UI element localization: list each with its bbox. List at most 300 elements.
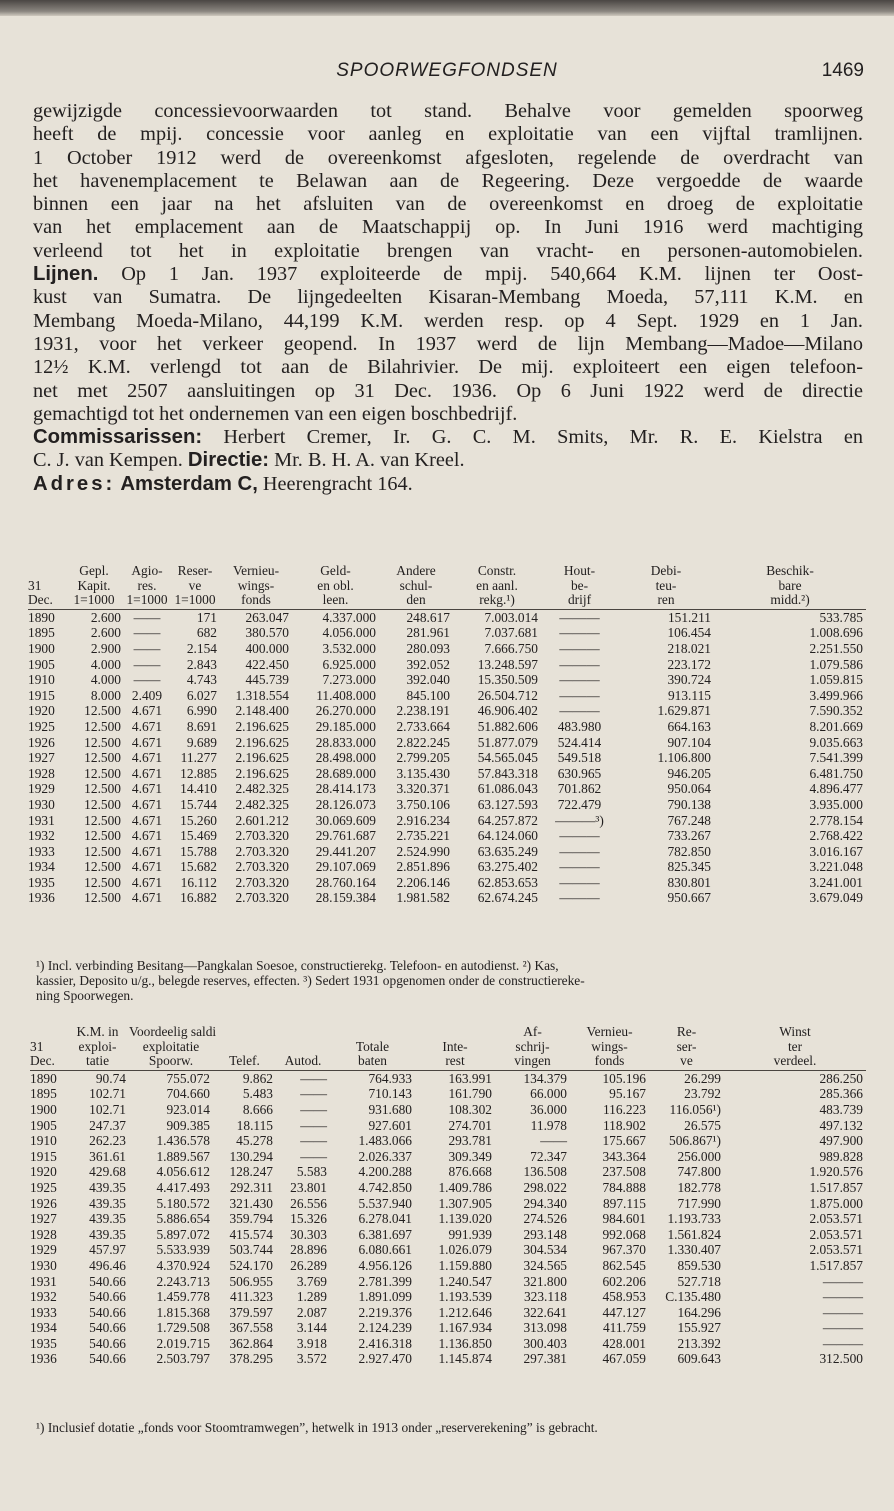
- table-cell: 2.482.325: [235, 781, 289, 797]
- table-cell: 3.572: [296, 1351, 327, 1367]
- table-cell: 429.68: [89, 1164, 126, 1180]
- year-cell: 1932: [30, 1289, 57, 1305]
- table-cell: 3.750.106: [396, 796, 450, 812]
- table-cell: 4.671: [131, 718, 163, 734]
- footnote-line: ning Spoorwegen.: [36, 988, 134, 1004]
- table-row: [30, 1196, 866, 1212]
- table-cell: 309.349: [448, 1148, 492, 1164]
- year-cell: 1926: [30, 1195, 57, 1211]
- column-header: wings-: [591, 1038, 628, 1054]
- table-cell: 1.167.934: [438, 1320, 492, 1336]
- table-cell: 722.479: [557, 796, 602, 812]
- table-cell: 767.248: [667, 812, 711, 828]
- table-cell: 11.978: [530, 1117, 567, 1133]
- table-cell: 29.185.000: [315, 718, 376, 734]
- table-cell: 2.703.320: [235, 874, 289, 890]
- table-cell: 923.014: [166, 1101, 210, 1117]
- table-cell: 2.148.400: [235, 703, 289, 719]
- column-header: 1=1000: [170, 593, 220, 609]
- table-cell: 45.278: [236, 1133, 273, 1149]
- table-row: [28, 657, 866, 673]
- table-cell: 26.575: [684, 1117, 721, 1133]
- column-header: [276, 1040, 330, 1055]
- column-header: [30, 1025, 66, 1040]
- table-cell: 29.761.687: [315, 828, 376, 844]
- table-cell: 12.500: [84, 765, 121, 781]
- table-cell: 1.145.874: [438, 1351, 492, 1367]
- header-row: [28, 564, 866, 579]
- column-header: Reser-: [177, 563, 213, 578]
- lijnen-label: Lijnen.: [33, 263, 99, 286]
- commissarissen-names: Herbert Cremer, Ir. G. C. M. Smits, Mr. R. E. Kielstra en: [202, 426, 863, 449]
- column-header: wings-: [237, 577, 275, 593]
- table-cell: 457.97: [89, 1242, 126, 1258]
- table-cell: 4.056.000: [322, 625, 376, 641]
- table-cell: 1.517.857: [809, 1257, 863, 1273]
- table-row: [30, 1351, 866, 1367]
- table-row: [30, 1258, 866, 1274]
- column-header: fonds: [570, 1054, 649, 1070]
- table-cell: 1.330.407: [667, 1242, 721, 1258]
- table-cell: 5.483: [242, 1086, 273, 1102]
- column-header: Telef.: [213, 1054, 276, 1070]
- column-header: rest: [415, 1054, 495, 1070]
- column-header: Vernieu-: [232, 563, 280, 578]
- table-cell: 4.671: [131, 734, 163, 750]
- table-cell: 4.671: [131, 765, 163, 781]
- table-cell: 18.115: [236, 1117, 273, 1133]
- table-cell: 155.927: [677, 1320, 721, 1336]
- table-cell: ———: [559, 890, 600, 906]
- table-row: [30, 1133, 866, 1149]
- table-cell: 5.886.654: [156, 1211, 210, 1227]
- table-cell: 764.933: [368, 1070, 412, 1086]
- table-cell: 4.671: [131, 703, 163, 719]
- table-cell: 61.086.043: [477, 781, 538, 797]
- table-cell: 439.35: [89, 1211, 126, 1227]
- table-cell: 102.71: [89, 1086, 126, 1102]
- table-cell: 46.906.402: [477, 703, 538, 719]
- table-cell: 294.340: [523, 1195, 567, 1211]
- table-cell: 733.267: [667, 828, 711, 844]
- table-cell: 1.318.554: [235, 687, 289, 703]
- table-cell: 263.047: [245, 609, 289, 625]
- page-number: 1469: [821, 60, 864, 81]
- table-cell: 1.079.586: [809, 656, 863, 672]
- table-row: [28, 625, 866, 641]
- table-cell: 439.35: [89, 1226, 126, 1242]
- column-header: 1=1000: [64, 593, 124, 609]
- table-row: [28, 844, 866, 860]
- year-cell: 1915: [30, 1148, 57, 1164]
- table-cell: 1.517.857: [809, 1179, 863, 1195]
- table-cell: 415.574: [229, 1226, 273, 1242]
- table-cell: 2.601.212: [235, 812, 289, 828]
- table-cell: 2.781.399: [358, 1273, 412, 1289]
- commissarissen-names-cont: C. J. van Kempen.: [33, 449, 188, 472]
- table-cell: 5.537.940: [358, 1195, 412, 1211]
- table-cell: 1.436.578: [156, 1133, 210, 1149]
- table-cell: 378.295: [229, 1351, 273, 1367]
- table-cell: 28.896: [290, 1242, 327, 1258]
- column-header: 31: [30, 1038, 44, 1054]
- table-cell: 992.068: [602, 1226, 646, 1242]
- table-cell: 2.799.205: [396, 750, 450, 766]
- table-cell: 3.221.048: [809, 859, 863, 875]
- column-header: vingen: [495, 1054, 570, 1070]
- table-cell: 4.671: [131, 890, 163, 906]
- table-cell: 533.785: [819, 609, 863, 625]
- table-cell: 447.127: [602, 1304, 646, 1320]
- column-header: Autod.: [276, 1054, 330, 1070]
- table-cell: 845.100: [406, 687, 450, 703]
- column-header: [213, 1025, 276, 1040]
- table-cell: 6.080.661: [358, 1242, 412, 1258]
- table-cell: 5.533.939: [156, 1242, 210, 1258]
- footnote-line: kassier, Deposito u/g., belegde reserves, effecten. ³) Sedert 1931 opgenomen onder de constructiereke-: [36, 973, 585, 989]
- column-header: 31: [28, 577, 42, 593]
- commissarissen-label: Commissarissen:: [33, 426, 203, 449]
- table-cell: 3.320.371: [396, 781, 450, 797]
- table-cell: 540.66: [89, 1335, 126, 1351]
- table-cell: 14.410: [180, 781, 217, 797]
- body-text: [33, 100, 863, 496]
- year-cell: 1915: [28, 687, 55, 703]
- table-row: [28, 813, 866, 829]
- column-header: K.M. in: [76, 1024, 119, 1039]
- year-cell: 1928: [30, 1226, 57, 1242]
- table-cell: 392.040: [406, 672, 450, 688]
- table-cell: 1.289: [296, 1289, 327, 1305]
- table-cell: 105.196: [602, 1070, 646, 1086]
- table-cell: 28.498.000: [315, 750, 376, 766]
- table-cell: 503.744: [229, 1242, 273, 1258]
- table-cell: 15.788: [180, 843, 217, 859]
- table-row: [30, 1289, 866, 1305]
- column-header: exploitatie: [142, 1038, 200, 1054]
- table-cell: 967.370: [602, 1242, 646, 1258]
- table-cell: 5.897.072: [156, 1226, 210, 1242]
- table-cell: 128.247: [229, 1164, 273, 1180]
- body-line: verleend tot het in exploitatie brengen van vracht- en personen-automobielen.: [33, 239, 863, 262]
- column-header: [28, 564, 64, 579]
- table-cell: 1.008.696: [809, 625, 863, 641]
- table-cell: 497.900: [819, 1133, 863, 1149]
- table-cell: 2.900: [90, 640, 121, 656]
- header-row: [28, 593, 866, 609]
- column-header: exploi-: [78, 1038, 117, 1054]
- table-cell: 506.867¹): [669, 1133, 721, 1149]
- table-cell: 12.500: [84, 812, 121, 828]
- table-cell: ———: [822, 1320, 863, 1336]
- table-cell: 862.545: [602, 1257, 646, 1273]
- table-cell: 2.843: [186, 656, 217, 672]
- table-cell: 4.671: [131, 828, 163, 844]
- table-cell: 4.671: [131, 812, 163, 828]
- table-cell: 540.66: [89, 1289, 126, 1305]
- body-line: 1 October 1912 werd de overeenkomst afgesloten, regelende de overdracht van: [33, 146, 863, 169]
- table-cell: 12.500: [84, 781, 121, 797]
- table-cell: 428.001: [602, 1335, 646, 1351]
- column-header: Debi-: [650, 563, 682, 578]
- table-cell: 281.961: [406, 625, 450, 641]
- table-cell: 950.064: [667, 781, 711, 797]
- table-cell: 2.703.320: [235, 859, 289, 875]
- table-row: [30, 1227, 866, 1243]
- table-cell: 527.718: [677, 1273, 721, 1289]
- year-cell: 1931: [30, 1273, 57, 1289]
- table-cell: 12.500: [84, 703, 121, 719]
- page-header: [0, 60, 894, 90]
- table-cell: 256.000: [677, 1148, 721, 1164]
- table-cell: ——: [300, 1101, 327, 1117]
- table-cell: 23.792: [684, 1086, 721, 1102]
- table-cell: ———: [559, 672, 600, 688]
- table-cell: 4.956.126: [358, 1257, 412, 1273]
- table-cell: 8.201.669: [809, 718, 863, 734]
- table-cell: 171: [196, 609, 217, 625]
- table-cell: 361.61: [89, 1148, 126, 1164]
- table-cell: 1.136.850: [438, 1335, 492, 1351]
- table-cell: 2.735.221: [396, 828, 450, 844]
- column-header: Winst: [779, 1024, 811, 1039]
- table-cell: 390.724: [667, 672, 711, 688]
- table-cell: ——: [540, 1133, 567, 1149]
- table-cell: ———: [559, 609, 600, 625]
- column-header: Af-: [523, 1024, 542, 1039]
- table-cell: 717.990: [677, 1195, 721, 1211]
- table-cell: 218.021: [667, 640, 711, 656]
- year-cell: 1895: [28, 625, 55, 641]
- table-row: [30, 1149, 866, 1165]
- table-cell: 784.888: [602, 1179, 646, 1195]
- table-cell: 1.920.576: [809, 1164, 863, 1180]
- year-cell: 1929: [28, 781, 55, 797]
- table-cell: 524.170: [229, 1257, 273, 1273]
- table-cell: 984.601: [602, 1211, 646, 1227]
- table-cell: 4.671: [131, 796, 163, 812]
- table-cell: 701.862: [557, 781, 602, 797]
- table-cell: 26.289: [290, 1257, 327, 1273]
- table-cell: 2.822.245: [396, 734, 450, 750]
- table-cell: 367.558: [229, 1320, 273, 1336]
- column-header: Dec.: [28, 593, 64, 609]
- table-cell: 4.370.924: [156, 1257, 210, 1273]
- table-cell: ——: [133, 672, 161, 688]
- year-cell: 1890: [28, 609, 55, 625]
- table-cell: 3.144: [296, 1320, 327, 1336]
- table-cell: ———³): [555, 812, 604, 828]
- table-cell: 102.71: [89, 1101, 126, 1117]
- table-cell: 907.104: [667, 734, 711, 750]
- table-cell: 274.701: [448, 1117, 492, 1133]
- table-cell: 247.37: [89, 1117, 126, 1133]
- table-cell: 13.248.597: [477, 656, 538, 672]
- table-cell: 609.643: [677, 1351, 721, 1367]
- table-cell: 175.667: [602, 1133, 646, 1149]
- table-cell: 439.35: [89, 1195, 126, 1211]
- table-cell: 12.500: [84, 859, 121, 875]
- column-header: Agio-: [131, 563, 163, 578]
- table-cell: 15.744: [180, 796, 217, 812]
- balance-table: [28, 564, 866, 906]
- column-header: Gepl.: [79, 563, 109, 578]
- directie-line: [33, 449, 863, 472]
- table-cell: 63.635.249: [477, 843, 538, 859]
- column-header: en obl.: [317, 577, 354, 593]
- table-cell: 12.500: [84, 828, 121, 844]
- body-line: kust van Sumatra. De lijngedeelten Kisaran-Membang Moeda, 57,111 K.M. en: [33, 286, 863, 309]
- year-cell: 1910: [30, 1133, 57, 1149]
- table-cell: 704.660: [166, 1086, 210, 1102]
- table-cell: ———: [822, 1273, 863, 1289]
- table-cell: 16.112: [180, 874, 217, 890]
- table-cell: 23.801: [290, 1179, 327, 1195]
- table-cell: 1.815.368: [156, 1304, 210, 1320]
- column-header: [213, 1040, 276, 1055]
- table-cell: 3.679.049: [809, 890, 863, 906]
- table-cell: 323.118: [523, 1289, 567, 1305]
- year-cell: 1934: [28, 859, 55, 875]
- table-cell: 7.003.014: [484, 609, 538, 625]
- table-cell: 15.682: [180, 859, 217, 875]
- table-cell: 116.056¹): [669, 1101, 721, 1117]
- table-cell: 747.800: [677, 1164, 721, 1180]
- table-cell: 1.459.778: [156, 1289, 210, 1305]
- table-cell: 2.243.713: [156, 1273, 210, 1289]
- table-cell: 16.882: [180, 890, 217, 906]
- year-cell: 1920: [30, 1164, 57, 1180]
- table-cell: 15.350.509: [477, 672, 538, 688]
- table-cell: 130.294: [229, 1148, 273, 1164]
- table-cell: 12.500: [84, 750, 121, 766]
- column-header: teu-: [655, 577, 677, 593]
- lijnen-text: Op 1 Jan. 1937 exploiteerde de mpij. 540,664 K.M. lijnen ter Oost-: [98, 263, 863, 286]
- table-cell: 1.193.539: [438, 1289, 492, 1305]
- table-cell: 2.206.146: [396, 874, 450, 890]
- table-cell: 4.056.612: [156, 1164, 210, 1180]
- table-cell: 380.570: [245, 625, 289, 641]
- table-cell: 3.935.000: [809, 796, 863, 812]
- table-cell: 549.518: [557, 750, 602, 766]
- table-cell: 28.833.000: [315, 734, 376, 750]
- table-cell: 12.500: [84, 843, 121, 859]
- header-row: [28, 579, 866, 594]
- table-cell: 483.739: [819, 1101, 863, 1117]
- table-cell: 1.193.733: [667, 1211, 721, 1227]
- table-cell: 2.251.550: [809, 640, 863, 656]
- table-cell: 134.379: [523, 1070, 567, 1086]
- table-cell: 458.953: [602, 1289, 646, 1305]
- table-row: [30, 1164, 866, 1180]
- directie-name: Mr. B. H. A. van Kreel.: [269, 449, 465, 472]
- table-cell: 4.743: [186, 672, 217, 688]
- year-cell: 1900: [30, 1101, 57, 1117]
- table-cell: 297.381: [523, 1351, 567, 1367]
- table-row: [28, 890, 866, 906]
- year-cell: 1935: [30, 1335, 57, 1351]
- table-cell: 6.925.000: [322, 656, 376, 672]
- table-cell: 830.801: [667, 874, 711, 890]
- adres-line: [33, 473, 863, 496]
- column-header: ren: [618, 593, 714, 609]
- table-cell: 6.990: [186, 703, 217, 719]
- table-cell: 2.409: [131, 687, 163, 703]
- column-header: fonds: [220, 593, 292, 609]
- footnote-balance: [36, 958, 866, 1004]
- body-line: het havenemplacement te Belawan aan de Regeering. Deze vergoedde de waarde: [33, 169, 863, 192]
- table-row: [28, 797, 866, 813]
- table-cell: 411.759: [602, 1320, 646, 1336]
- table-cell: 931.680: [368, 1101, 412, 1117]
- year-cell: 1930: [28, 796, 55, 812]
- table-row: [30, 1305, 866, 1321]
- table-cell: 1.026.079: [438, 1242, 492, 1258]
- table-cell: 3.532.000: [322, 640, 376, 656]
- table-cell: 118.902: [602, 1117, 646, 1133]
- year-cell: 1933: [28, 843, 55, 859]
- column-header: bare: [778, 577, 802, 593]
- table-row: [30, 1086, 866, 1102]
- table-cell: 164.296: [677, 1304, 721, 1320]
- table-row: [28, 719, 866, 735]
- table-cell: 1.875.000: [809, 1195, 863, 1211]
- table-row: [28, 766, 866, 782]
- table-cell: 26.270.000: [315, 703, 376, 719]
- table-cell: 876.668: [448, 1164, 492, 1180]
- table-cell: 2.053.571: [809, 1226, 863, 1242]
- table-row: [28, 688, 866, 704]
- table-cell: 28.159.384: [315, 890, 376, 906]
- header-row: [30, 1040, 866, 1055]
- body-line: net met 2507 aansluitingen op 31 Dec. 1936. Op 6 Juni 1922 werd de directie: [33, 379, 863, 402]
- table-cell: 2.703.320: [235, 890, 289, 906]
- table-cell: 293.148: [523, 1226, 567, 1242]
- column-header: ser-: [676, 1038, 697, 1054]
- table-cell: 2.600: [90, 625, 121, 641]
- year-cell: 1926: [28, 734, 55, 750]
- table-cell: 321.800: [523, 1273, 567, 1289]
- table-cell: 106.454: [667, 625, 711, 641]
- column-header: ter: [787, 1038, 803, 1054]
- table-cell: 1.212.646: [438, 1304, 492, 1320]
- table-cell: 2.154: [186, 640, 217, 656]
- table-cell: 1.629.871: [657, 703, 711, 719]
- table-cell: 2.703.320: [235, 828, 289, 844]
- table-cell: ———: [559, 656, 600, 672]
- table-cell: 496.46: [89, 1257, 126, 1273]
- table-cell: 182.778: [677, 1179, 721, 1195]
- body-line: binnen een jaar na het afsluiten van de overeenkomst en droeg de exploitatie: [33, 193, 863, 216]
- table-cell: 540.66: [89, 1320, 126, 1336]
- table-cell: 4.671: [131, 874, 163, 890]
- adres-city: Amsterdam C,: [120, 472, 258, 495]
- column-header: Hout-: [563, 563, 596, 578]
- table-cell: 2.196.625: [235, 750, 289, 766]
- table-cell: 136.508: [523, 1164, 567, 1180]
- table-cell: 1.409.786: [438, 1179, 492, 1195]
- table-cell: 293.781: [448, 1133, 492, 1149]
- table-cell: 2.927.470: [358, 1351, 412, 1367]
- table-cell: ———: [559, 687, 600, 703]
- body-line: heeft de mpij. concessie voor aanleg en exploitatie van een vijftal tramlijnen.: [33, 123, 863, 146]
- table-cell: 63.275.402: [477, 859, 538, 875]
- table-cell: 2.238.191: [396, 703, 450, 719]
- table-cell: 26.299: [684, 1070, 721, 1086]
- table-cell: 9.862: [242, 1070, 273, 1086]
- table-cell: 274.526: [523, 1211, 567, 1227]
- table-cell: 1.483.066: [358, 1133, 412, 1149]
